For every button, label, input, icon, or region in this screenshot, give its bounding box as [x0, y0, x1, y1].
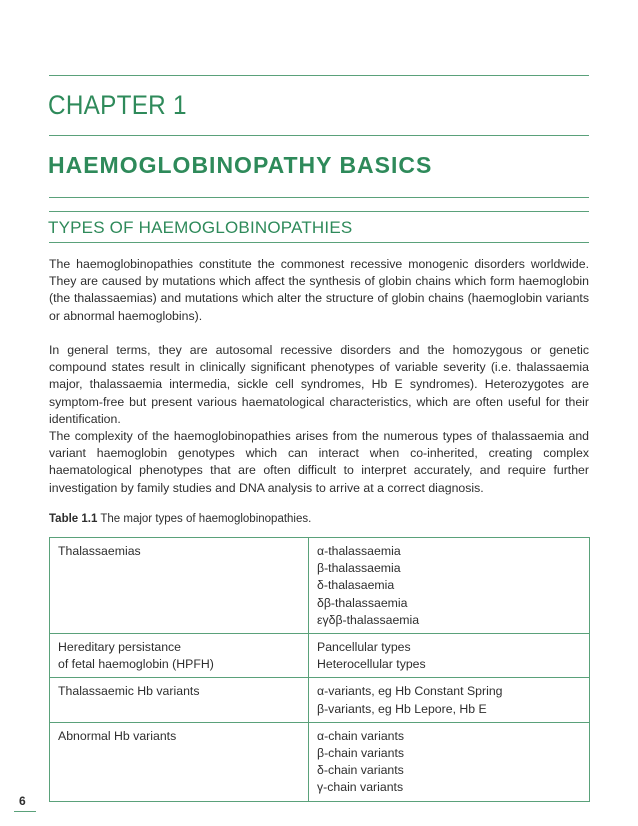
table-cell-types	[309, 634, 590, 678]
table-caption	[49, 513, 311, 525]
top-rule-1	[49, 75, 589, 76]
table-cell-line: δβ-thalassaemia	[317, 595, 408, 610]
table-row	[50, 538, 590, 634]
table-cell-line: α-chain variants	[317, 728, 405, 743]
paragraph-1: The haemoglobinopathies constitute the commonest recessive monogenic disorders worldwide. They are caused by mutations which affect the synthesis of globin chains which form haemoglobin (the thalassaemias) and mutations which alter the structure of globin chains (haemoglobin variants or abnormal haemoglobins).	[49, 257, 589, 323]
table-body	[50, 538, 590, 802]
table-cell-line: Thalassaemic Hb variants	[58, 684, 200, 699]
page-number-rule	[14, 811, 36, 812]
table-cell-line: Hereditary persistance	[58, 640, 182, 655]
table-row	[50, 722, 590, 801]
chapter-label: CHAPTER 1	[48, 90, 187, 120]
table-cell-line: Thalassaemias	[58, 544, 141, 558]
table-cell-line: δ-chain variants	[317, 763, 404, 778]
top-rule-3	[49, 197, 589, 198]
table-cell-line: β-variants, eg Hb Lepore, Hb E	[317, 701, 487, 716]
table-caption-text: The major types of haemoglobinopathies.	[97, 513, 312, 525]
table-cell-line: α-thalassaemia	[317, 544, 401, 558]
haemoglobinopathy-types-table	[49, 537, 590, 802]
top-rule-4	[49, 211, 589, 212]
chapter-title: HAEMOGLOBINOPATHY BASICS	[48, 152, 433, 178]
paragraph-3: The complexity of the haemoglobinopathies arises from the numerous types of thalassaemia and variant haemoglobin genotypes which can interact when co-inherited, creating complex haematological phenotypes that are often difficult to interpret accurately, and require further investigation by family studies and DNA analysis to arrive at a correct diagnosis.	[49, 429, 589, 495]
section-title: TYPES OF HAEMOGLOBINOPATHIES	[48, 218, 353, 237]
table-row	[50, 678, 590, 722]
table-cell-line: Abnormal Hb variants	[58, 728, 177, 743]
table-cell-line: of fetal haemoglobin (HPFH)	[58, 657, 214, 672]
table-cell-line: εγδβ-thalassaemia	[317, 612, 420, 627]
table-cell-line: α-variants, eg Hb Constant Spring	[317, 684, 503, 699]
table-cell-category	[50, 678, 309, 722]
table-cell-line: Pancellular types	[317, 640, 411, 655]
top-rule-5	[49, 242, 589, 243]
table-cell-types	[309, 722, 590, 801]
table-caption-label: Table 1.1	[49, 513, 98, 525]
table-row	[50, 634, 590, 678]
table-cell-line: β-chain variants	[317, 746, 405, 761]
table-cell-line: δ-thalasaemia	[317, 578, 395, 593]
table-cell-category	[50, 634, 309, 678]
table-cell-types	[309, 538, 590, 634]
table-cell-line: β-thalassaemia	[317, 561, 401, 576]
page-number: 6	[19, 794, 26, 808]
paragraph-2: In general terms, they are autosomal recessive disorders and the homozygous or genetic compound states result in clinically significant phenotypes of variable severity (i.e. thalassaemia major, thalassaemia intermedia, sickle cell syndromes, Hb E syndromes). Heterozygotes are symptom-free but present various haematological characteristics, which are often useful for their identification.	[49, 343, 589, 426]
table-cell-line: Heterocellular types	[317, 657, 426, 672]
top-rule-2	[49, 135, 589, 136]
table-cell-line: γ-chain variants	[317, 780, 404, 795]
table-cell-types	[309, 678, 590, 722]
table-cell-category	[50, 538, 309, 634]
table-cell-category	[50, 722, 309, 801]
